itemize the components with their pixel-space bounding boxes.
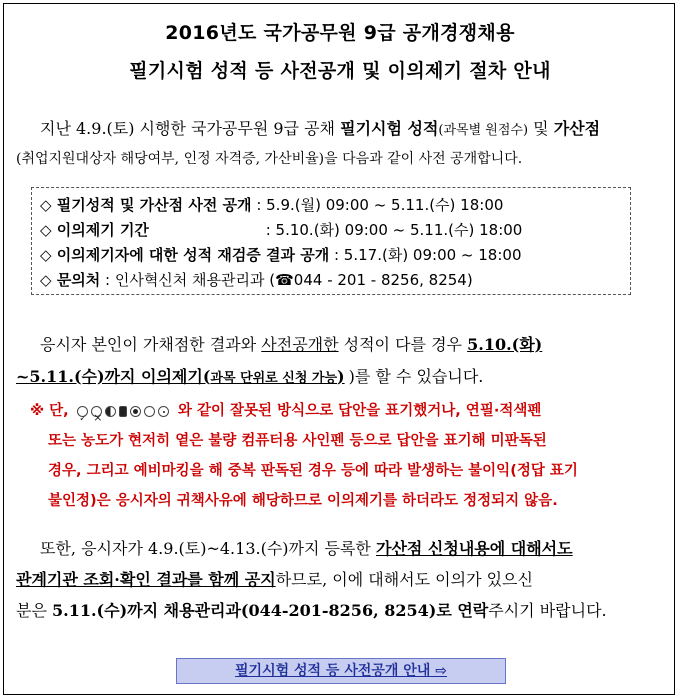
objection-text: 응시자 본인이 가채점한 결과와 (40, 335, 262, 354)
objection-line-1 (40, 330, 680, 360)
intro-and: 및 (528, 119, 554, 138)
check-mark-icon (77, 406, 88, 417)
objection-text: )를 할 수 있습니다. (348, 367, 484, 386)
note-text: 와 같이 잘못된 방식으로 답안을 표기했거나, 연필·적색펜 (177, 403, 542, 419)
bonus-text: 하므로, 이에 대해서도 이의가 있으신 (275, 570, 533, 589)
bonus-highlight: 관계기관 조회·확인 결과를 함께 공지 (16, 570, 276, 589)
objection-underlined: 사전공개한 (261, 335, 339, 354)
schedule-label: ◇ 필기성적 및 가산점 사전 공개 (40, 196, 252, 214)
x-mark-icon (91, 406, 102, 417)
objection-text: 성적이 다를 경우 (338, 335, 468, 354)
bonus-highlight: 가산점 신청내용에 대해서도 (375, 539, 573, 558)
ring-mark-icon (130, 406, 141, 417)
intro-score-detail: (과목별 원점수) (438, 123, 529, 138)
bonus-text: 또한, 응시자가 4.9.(토)~4.13.(수)까지 등록한 (40, 539, 376, 558)
schedule-item (40, 219, 522, 240)
intro-bonus: 가산점 (553, 119, 601, 138)
intro-line-2: (취업지원대상자 해당여부, 인정 자격증, 가산비율)을 다음과 같이 사전 공개합니다. (16, 151, 523, 167)
schedule-value: : 5.10.(화) 09:00 ~ 5.11.(수) 18:00 (265, 221, 523, 239)
objection-unit: 과목 단위로 신청 가능 (210, 371, 338, 386)
objection-line-2: ~5.11.(수)까지 이의제기(과목 단위로 신청 가능) )를 할 수 있습니다. (16, 367, 484, 386)
bonus-line-1 (40, 534, 680, 564)
note-line-1 (30, 396, 670, 426)
note-line-2: 또는 농도가 현저히 옅은 불량 컴퓨터용 사인펜 등으로 답안을 표기해 미판독된 (48, 433, 547, 449)
bonus-text: 분은 (16, 601, 52, 620)
partial-mark-icon (119, 406, 127, 417)
intro-text: 지난 4.9.(토) 시행한 국가공무원 9급 공채 (40, 119, 341, 138)
schedule-label: ◇ 문의처 (40, 271, 101, 289)
bonus-line-3 (16, 596, 664, 626)
bonus-contact: 5.11.(수)까지 채용관리과(044-201-8256, 8254)로 연락 (52, 601, 489, 620)
schedule-item (40, 269, 473, 290)
schedule-value: : 5.9.(월) 09:00 ~ 5.11.(수) 18:00 (256, 196, 504, 214)
schedule-label: ◇ 이의제기 기간 (40, 221, 149, 239)
wrong-mark-examples (77, 406, 169, 417)
page-subtitle: 필기시험 성적 등 사전공개 및 이의제기 절차 안내 (129, 60, 551, 82)
objection-start-date: 5.10.(화) (467, 335, 543, 354)
schedule-item (40, 244, 522, 265)
schedule-box (31, 187, 631, 295)
intro-line-1 (40, 114, 680, 146)
dot-mark-icon (158, 406, 169, 417)
schedule-value: : 5.17.(화) 09:00 ~ 18:00 (333, 246, 522, 264)
note-line-4: 불인정)은 응시자의 귀책사유에 해당하므로 이의제기를 하더라도 정정되지 않음. (48, 493, 558, 509)
page-title: 2016년도 국가공무원 9급 공개경쟁채용 (165, 22, 515, 44)
note-prefix: ※ 단, (30, 403, 69, 419)
schedule-value: : 인사혁신처 채용관리과 (☎044 - 201 - 8256, 8254) (105, 271, 473, 289)
schedule-label: ◇ 이의제기자에 대한 성적 재검증 결과 공개 (40, 246, 330, 264)
empty-circle-icon (144, 406, 155, 417)
score-preview-link-button[interactable]: 필기시험 성적 등 사전공개 안내 ⇨ (176, 658, 506, 684)
intro-score: 필기시험 성적 (340, 119, 439, 138)
schedule-item (40, 194, 503, 215)
objection-deadline: ~5.11.(수)까지 이의제기( (16, 367, 211, 386)
note-line-3: 경우, 그리고 예비마킹을 해 중복 판독된 경우 등에 따라 발생하는 불이익(정답 표기 (48, 463, 578, 479)
half-filled-circle-icon (105, 406, 116, 417)
bonus-line-2 (16, 565, 664, 595)
bonus-text: 주시기 바랍니다. (488, 601, 607, 620)
